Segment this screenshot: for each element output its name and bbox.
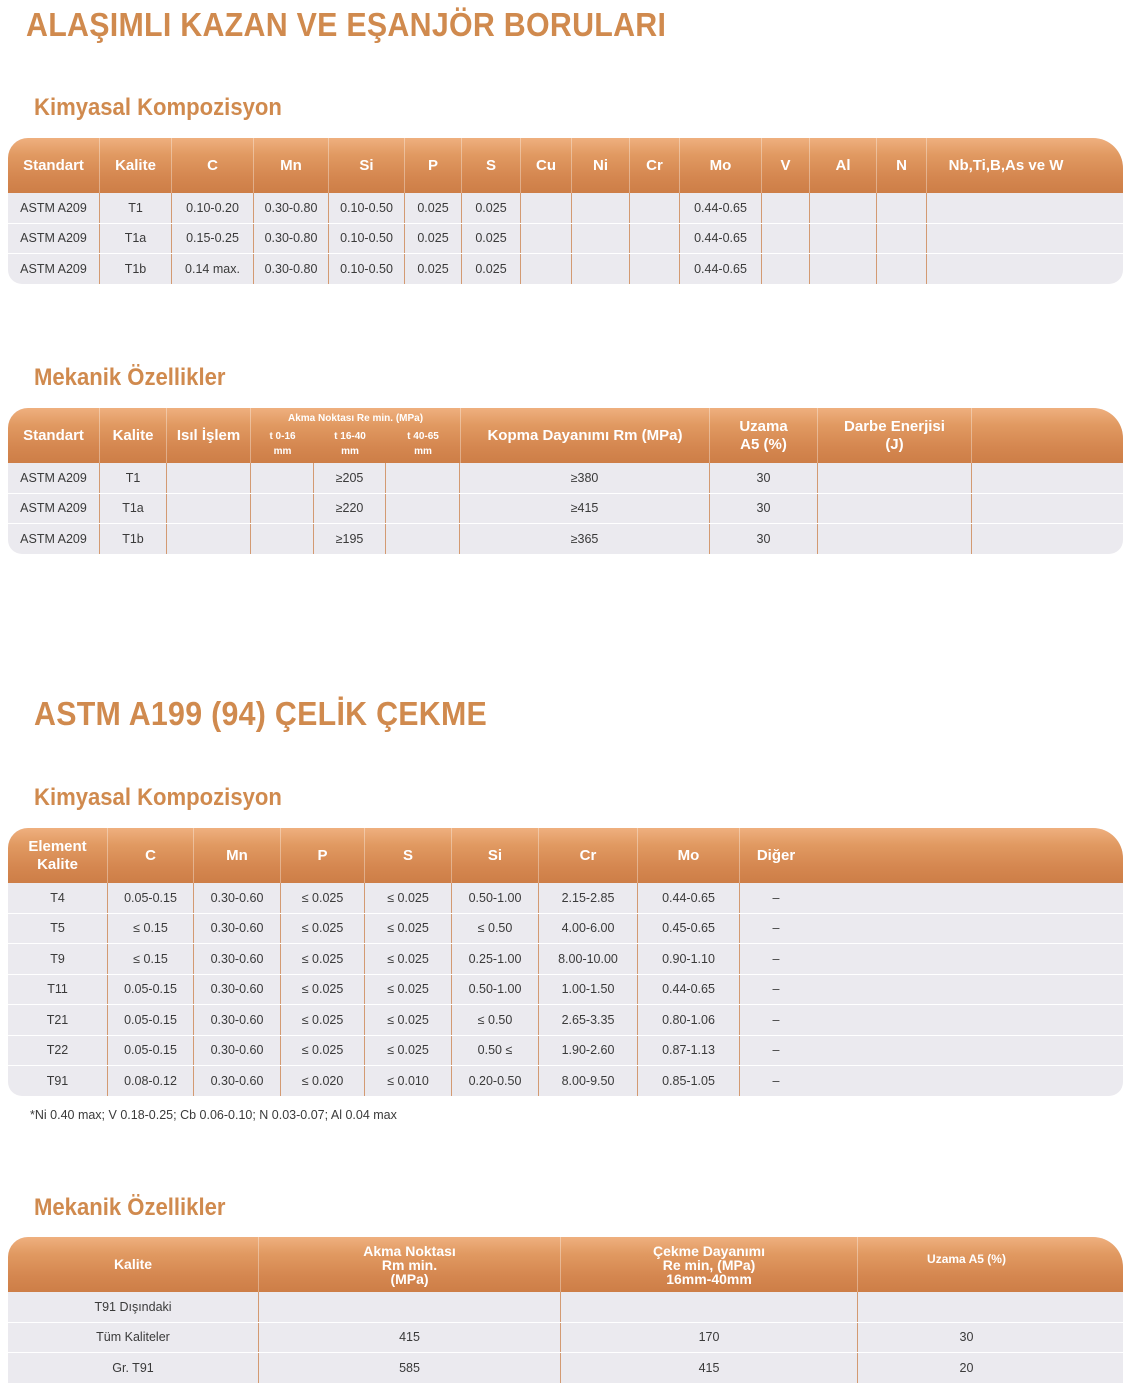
col-cekme-dayanimi: Çekme Dayanımı Re min, (MPa) 16mm-40mm xyxy=(561,1237,858,1292)
cell: ≤ 0.025 xyxy=(365,975,452,1005)
cell: 0.025 xyxy=(462,254,521,284)
cell: ≤ 0.025 xyxy=(281,944,365,974)
chem-table-1-header xyxy=(8,138,1123,193)
cell: 0.05-0.15 xyxy=(108,975,194,1005)
col-darbe: Darbe Enerjisi (J) xyxy=(818,408,972,463)
cell: 0.30-0.80 xyxy=(254,193,329,223)
cell: 0.14 max. xyxy=(172,254,254,284)
page-title: ALAŞIMLI KAZAN VE EŞANJÖR BORULARI xyxy=(26,6,667,43)
cell: 0.30-0.60 xyxy=(194,914,281,944)
col-akma-t3: t 40-65 mm xyxy=(407,431,439,457)
mech-table-1 xyxy=(8,408,1123,554)
cell: 0.025 xyxy=(405,193,462,223)
cell xyxy=(927,254,1085,284)
cell: 0.87-1.13 xyxy=(638,1036,740,1066)
cell: 0.10-0.50 xyxy=(329,193,405,223)
col-mo: Mo xyxy=(638,828,740,883)
cell xyxy=(167,524,251,554)
cell xyxy=(630,193,680,223)
cell: 20 xyxy=(959,1360,974,1375)
cell: 0.10-0.20 xyxy=(172,193,254,223)
cell: ≥205 xyxy=(314,463,386,493)
cell: 0.30-0.60 xyxy=(194,975,281,1005)
cell: ≥380 xyxy=(460,463,710,493)
col-diger: Diğer xyxy=(756,846,796,864)
cell xyxy=(167,494,251,524)
cell xyxy=(762,254,810,284)
col-empty xyxy=(972,408,1123,463)
cell: ≤ 0.025 xyxy=(281,975,365,1005)
table-row xyxy=(8,494,1123,525)
cell: 0.50 ≤ xyxy=(452,1036,539,1066)
cell: ≤ 0.025 xyxy=(365,1005,452,1035)
cell xyxy=(818,494,972,524)
cell xyxy=(630,224,680,254)
cell: 0.90-1.10 xyxy=(638,944,740,974)
table-row xyxy=(8,975,1123,1006)
cell: ≤ 0.020 xyxy=(281,1066,365,1096)
cell: 0.15-0.25 xyxy=(172,224,254,254)
table-row xyxy=(8,1353,1123,1383)
cell: 0.025 xyxy=(462,224,521,254)
cell: 30 xyxy=(710,524,818,554)
col-s: S xyxy=(462,138,521,193)
cell: – xyxy=(772,890,780,905)
col-akma-group: Akma Noktası Re min. (MPa) xyxy=(288,413,424,424)
table-row xyxy=(8,1005,1123,1036)
chem-subtitle-1: Kimyasal Kompozisyon xyxy=(34,94,282,121)
cell xyxy=(877,254,927,284)
cell xyxy=(927,193,1085,223)
cell xyxy=(251,494,314,524)
cell: 0.44-0.65 xyxy=(680,254,762,284)
cell: 0.025 xyxy=(405,254,462,284)
cell: T5 xyxy=(8,914,108,944)
cell: 0.44-0.65 xyxy=(638,883,740,913)
cell: 0.50-1.00 xyxy=(452,883,539,913)
mech-table-1-header xyxy=(8,408,1123,463)
cell xyxy=(858,1292,1075,1322)
mech-table-1-body xyxy=(8,463,1123,554)
cell: ASTM A209 xyxy=(8,524,100,554)
cell: Gr. T91 xyxy=(8,1353,259,1383)
cell: ≤ 0.15 xyxy=(108,944,194,974)
cell: ASTM A209 xyxy=(8,494,100,524)
cell xyxy=(167,463,251,493)
cell: 0.30-0.80 xyxy=(254,224,329,254)
cell xyxy=(386,524,460,554)
cell: 0.30-0.60 xyxy=(194,1066,281,1096)
cell: T1b xyxy=(100,524,167,554)
cell: ≥415 xyxy=(460,494,710,524)
cell: 4.00-6.00 xyxy=(539,914,638,944)
table-row xyxy=(8,463,1123,494)
cell: 1.90-2.60 xyxy=(539,1036,638,1066)
cell xyxy=(810,224,877,254)
cell: 585 xyxy=(259,1353,561,1383)
cell xyxy=(972,463,1123,493)
col-p: P xyxy=(281,828,365,883)
col-uzama: Uzama A5 (%) xyxy=(927,1252,1006,1266)
cell: T91 Dışındaki xyxy=(8,1292,259,1322)
cell: ≤ 0.15 xyxy=(108,914,194,944)
cell: – xyxy=(772,1043,780,1058)
cell: 30 xyxy=(710,463,818,493)
cell: T1a xyxy=(100,494,167,524)
cell: 0.05-0.15 xyxy=(108,883,194,913)
cell: ≥365 xyxy=(460,524,710,554)
cell: T1a xyxy=(100,224,172,254)
cell: 0.05-0.15 xyxy=(108,1005,194,1035)
cell: ≤ 0.025 xyxy=(281,914,365,944)
cell: – xyxy=(772,921,780,936)
table-row xyxy=(8,193,1123,224)
cell: 30 xyxy=(710,494,818,524)
cell: 0.30-0.80 xyxy=(254,254,329,284)
cell xyxy=(251,524,314,554)
cell: ≤ 0.025 xyxy=(365,1036,452,1066)
cell: ASTM A209 xyxy=(8,224,100,254)
mech-table-2 xyxy=(8,1237,1123,1383)
cell: 8.00-9.50 xyxy=(539,1066,638,1096)
cell: 415 xyxy=(561,1353,858,1383)
cell: ≤ 0.50 xyxy=(452,914,539,944)
chem-subtitle-2: Kimyasal Kompozisyon xyxy=(34,784,282,811)
col-nb-ti-b-as-w: Nb,Ti,B,As ve W xyxy=(948,156,1064,174)
table-row xyxy=(8,1066,1123,1096)
col-mn: Mn xyxy=(254,138,329,193)
cell: 0.30-0.60 xyxy=(194,1005,281,1035)
col-si: Si xyxy=(452,828,539,883)
cell: T22 xyxy=(8,1036,108,1066)
col-kalite: Kalite xyxy=(100,408,167,463)
cell: ≤ 0.025 xyxy=(365,914,452,944)
col-p: P xyxy=(405,138,462,193)
cell: T9 xyxy=(8,944,108,974)
cell xyxy=(630,254,680,284)
cell: 0.44-0.65 xyxy=(638,975,740,1005)
cell xyxy=(561,1292,858,1322)
cell: 2.15-2.85 xyxy=(539,883,638,913)
cell: Tüm Kaliteler xyxy=(8,1323,259,1353)
table-row xyxy=(8,254,1123,284)
col-element-kalite: Element Kalite xyxy=(8,828,108,883)
cell: – xyxy=(772,1073,780,1088)
cell: 0.10-0.50 xyxy=(329,254,405,284)
cell: 0.025 xyxy=(462,193,521,223)
col-v: V xyxy=(762,138,810,193)
cell xyxy=(251,463,314,493)
cell: 0.30-0.60 xyxy=(194,883,281,913)
cell: ≤ 0.50 xyxy=(452,1005,539,1035)
col-si: Si xyxy=(329,138,405,193)
cell xyxy=(259,1292,561,1322)
cell: 0.20-0.50 xyxy=(452,1066,539,1096)
cell xyxy=(521,254,572,284)
chem-table-2-header xyxy=(8,828,1123,883)
cell: 2.65-3.35 xyxy=(539,1005,638,1035)
cell: 0.30-0.60 xyxy=(194,944,281,974)
cell xyxy=(810,193,877,223)
section-title-a199: ASTM A199 (94) ÇELİK ÇEKME xyxy=(34,695,488,732)
cell: – xyxy=(772,951,780,966)
footnote: *Ni 0.40 max; V 0.18-0.25; Cb 0.06-0.10; N 0.03-0.07; Al 0.04 max xyxy=(30,1108,397,1122)
col-standart: Standart xyxy=(8,408,100,463)
col-mn: Mn xyxy=(194,828,281,883)
cell: 0.25-1.00 xyxy=(452,944,539,974)
mech-subtitle-2: Mekanik Özellikler xyxy=(34,1194,226,1221)
cell xyxy=(877,224,927,254)
cell xyxy=(762,224,810,254)
col-ni: Ni xyxy=(572,138,630,193)
cell: T4 xyxy=(8,883,108,913)
col-mo: Mo xyxy=(680,138,762,193)
cell xyxy=(972,494,1123,524)
col-cr: Cr xyxy=(539,828,638,883)
cell xyxy=(927,224,1085,254)
cell: 0.10-0.50 xyxy=(329,224,405,254)
chem-table-1 xyxy=(8,138,1123,284)
cell xyxy=(818,463,972,493)
cell: ≤ 0.025 xyxy=(281,883,365,913)
cell xyxy=(572,224,630,254)
mech-table-2-body xyxy=(8,1292,1123,1383)
table-row xyxy=(8,224,1123,255)
col-kopma: Kopma Dayanımı Rm (MPa) xyxy=(460,408,710,463)
cell: ≤ 0.025 xyxy=(281,1036,365,1066)
cell: ASTM A209 xyxy=(8,193,100,223)
col-s: S xyxy=(365,828,452,883)
col-isil-islem: Isıl İşlem xyxy=(167,408,251,463)
col-c: C xyxy=(108,828,194,883)
col-n: N xyxy=(877,138,927,193)
table-row xyxy=(8,1292,1123,1323)
chem-table-2 xyxy=(8,828,1123,1096)
cell: 30 xyxy=(959,1330,974,1345)
col-al: Al xyxy=(810,138,877,193)
col-akma-t1: t 0-16 mm xyxy=(269,431,296,457)
cell: T21 xyxy=(8,1005,108,1035)
cell: 0.05-0.15 xyxy=(108,1036,194,1066)
cell xyxy=(386,494,460,524)
col-kalite: Kalite xyxy=(100,138,172,193)
table-row xyxy=(8,524,1123,554)
cell: 0.025 xyxy=(405,224,462,254)
cell: T1 xyxy=(100,463,167,493)
col-c: C xyxy=(172,138,254,193)
cell: 415 xyxy=(259,1323,561,1353)
cell: 0.45-0.65 xyxy=(638,914,740,944)
cell xyxy=(762,193,810,223)
cell: T1b xyxy=(100,254,172,284)
chem-table-2-body xyxy=(8,883,1123,1096)
col-standart: Standart xyxy=(8,138,100,193)
cell: 8.00-10.00 xyxy=(539,944,638,974)
cell: ≥220 xyxy=(314,494,386,524)
cell xyxy=(972,524,1123,554)
col-akma-t2: t 16-40 mm xyxy=(334,431,366,457)
cell xyxy=(818,524,972,554)
cell: 0.44-0.65 xyxy=(680,224,762,254)
cell: 0.85-1.05 xyxy=(638,1066,740,1096)
table-row xyxy=(8,914,1123,945)
cell: T91 xyxy=(8,1066,108,1096)
cell: ≤ 0.025 xyxy=(365,944,452,974)
cell: ≤ 0.010 xyxy=(365,1066,452,1096)
col-akma-noktasi: Akma Noktası Rm min. (MPa) xyxy=(259,1237,561,1292)
cell xyxy=(521,224,572,254)
cell: – xyxy=(772,1012,780,1027)
cell: ASTM A209 xyxy=(8,254,100,284)
table-row xyxy=(8,1323,1123,1354)
cell xyxy=(521,193,572,223)
cell xyxy=(572,254,630,284)
cell xyxy=(810,254,877,284)
cell: ≤ 0.025 xyxy=(365,883,452,913)
cell xyxy=(877,193,927,223)
cell: – xyxy=(772,982,780,997)
cell: ≤ 0.025 xyxy=(281,1005,365,1035)
cell xyxy=(386,463,460,493)
table-row xyxy=(8,1036,1123,1067)
chem-table-1-body xyxy=(8,193,1123,284)
col-uzama: Uzama A5 (%) xyxy=(710,408,818,463)
cell: 0.08-0.12 xyxy=(108,1066,194,1096)
mech-table-2-header xyxy=(8,1237,1123,1292)
cell: 0.30-0.60 xyxy=(194,1036,281,1066)
cell: T11 xyxy=(8,975,108,1005)
table-row xyxy=(8,883,1123,914)
cell: ≥195 xyxy=(314,524,386,554)
col-cr: Cr xyxy=(630,138,680,193)
cell: 0.50-1.00 xyxy=(452,975,539,1005)
col-kalite: Kalite xyxy=(8,1237,259,1292)
cell: 1.00-1.50 xyxy=(539,975,638,1005)
cell xyxy=(572,193,630,223)
mech-subtitle-1: Mekanik Özellikler xyxy=(34,364,226,391)
cell: T1 xyxy=(100,193,172,223)
cell: 0.44-0.65 xyxy=(680,193,762,223)
col-cu: Cu xyxy=(521,138,572,193)
cell: ASTM A209 xyxy=(8,463,100,493)
cell: 0.80-1.06 xyxy=(638,1005,740,1035)
cell: 170 xyxy=(561,1323,858,1353)
table-row xyxy=(8,944,1123,975)
